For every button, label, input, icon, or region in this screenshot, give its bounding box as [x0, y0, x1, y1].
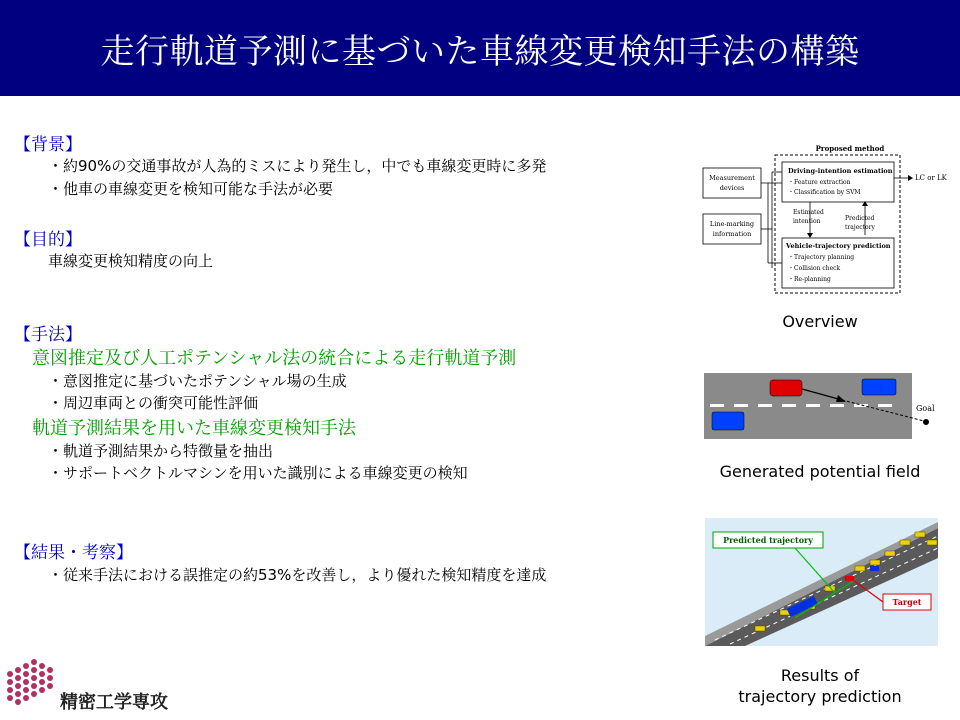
results-bullet-1: ・従来手法における誤推定の約53%を改善し，より優れた検知精度を達成 — [48, 566, 547, 584]
prediction-caption-line2: trajectory prediction — [738, 687, 902, 706]
measurement-label-2: devices — [719, 184, 745, 192]
measurement-devices-box — [703, 168, 761, 198]
method-sub2: 軌道予測結果を用いた車線変更検知手法 — [32, 418, 356, 439]
road-edge-top — [704, 370, 912, 373]
potential-field-figure — [702, 365, 952, 450]
target-label: Target — [892, 597, 922, 607]
predicted-trajectory-label: Predicted trajectory — [723, 535, 813, 545]
vehicle-item-1: ・Trajectory planning — [788, 254, 855, 261]
blue-vehicle-front — [862, 379, 896, 395]
blue-vehicle-rear — [712, 412, 744, 430]
method-sub1-bullet-1: ・意図推定に基づいたポテンシャル場の生成 — [48, 372, 347, 390]
estimated-label-1: Estimated — [793, 209, 824, 216]
line-marking-box — [703, 214, 761, 244]
background-bullet-2: ・他車の車線変更を検知可能な手法が必要 — [48, 180, 334, 198]
background-bullet-1: ・約90%の交通事故が人為的ミスにより発生し，中でも車線変更時に多発 — [48, 157, 547, 175]
purpose-text: 車線変更検知精度の向上 — [48, 252, 214, 270]
method-sub1: 意図推定及び人工ポテンシャル法の統合による走行軌道予測 — [32, 348, 517, 369]
goal-label: Goal — [916, 404, 935, 413]
method-sub1-bullet-2: ・周辺車両との衝突可能性評価 — [48, 394, 259, 412]
goal-marker — [923, 419, 929, 425]
line-marking-label-2: information — [712, 230, 752, 238]
output-arrow-head — [908, 175, 913, 181]
target-vehicle — [845, 576, 854, 581]
purpose-heading: 【目的】 — [14, 230, 82, 250]
vehicle-item-2: ・Collision check — [788, 265, 841, 272]
driving-intention-title: Driving-intention estimation — [788, 167, 893, 175]
road-edge-bottom — [704, 439, 912, 442]
driving-item-1: ・Feature extraction — [788, 179, 851, 186]
logo-dots — [7, 659, 53, 705]
prediction-caption-line1: Results of — [780, 666, 860, 685]
overview-diagram — [700, 140, 950, 300]
prediction-caption — [720, 665, 920, 707]
vehicle-item-3: ・Re-planning — [788, 276, 831, 283]
prediction-figure — [705, 518, 938, 646]
measurement-label-1: Measurement — [709, 174, 755, 182]
background-heading: 【背景】 — [14, 135, 82, 155]
slide-title: 走行軌道予測に基づいた車線変更検知手法の構築 — [0, 0, 960, 96]
department-logo-text: 精密工学専攻 — [60, 692, 168, 713]
predicted-label-1: Predicted — [845, 215, 875, 222]
method-heading: 【手法】 — [14, 325, 82, 345]
driving-item-2: ・Classification by SVM — [788, 189, 861, 196]
blue-car — [870, 566, 879, 571]
output-label: LC or LK — [915, 174, 947, 182]
results-heading: 【結果・考察】 — [14, 543, 133, 563]
arrow-down-head — [807, 233, 813, 238]
proposed-method-label: Proposed method — [815, 144, 885, 153]
estimated-label-2: intention — [793, 218, 821, 225]
vehicle-trajectory-title: Vehicle-trajectory prediction — [786, 242, 891, 250]
line-marking-label-1: Line-marking — [709, 220, 755, 228]
method-sub2-bullet-2: ・サポートベクトルマシンを用いた識別による車線変更の検知 — [48, 464, 468, 482]
department-logo-mark — [4, 656, 64, 712]
method-sub2-bullet-1: ・軌道予測結果から特徴量を抽出 — [48, 442, 274, 460]
predicted-label-2: trajectory — [845, 224, 875, 231]
overview-caption: Overview — [782, 312, 858, 331]
potential-caption: Generated potential field — [719, 462, 921, 481]
target-vehicle-red — [770, 380, 802, 396]
title-divider — [0, 96, 960, 100]
